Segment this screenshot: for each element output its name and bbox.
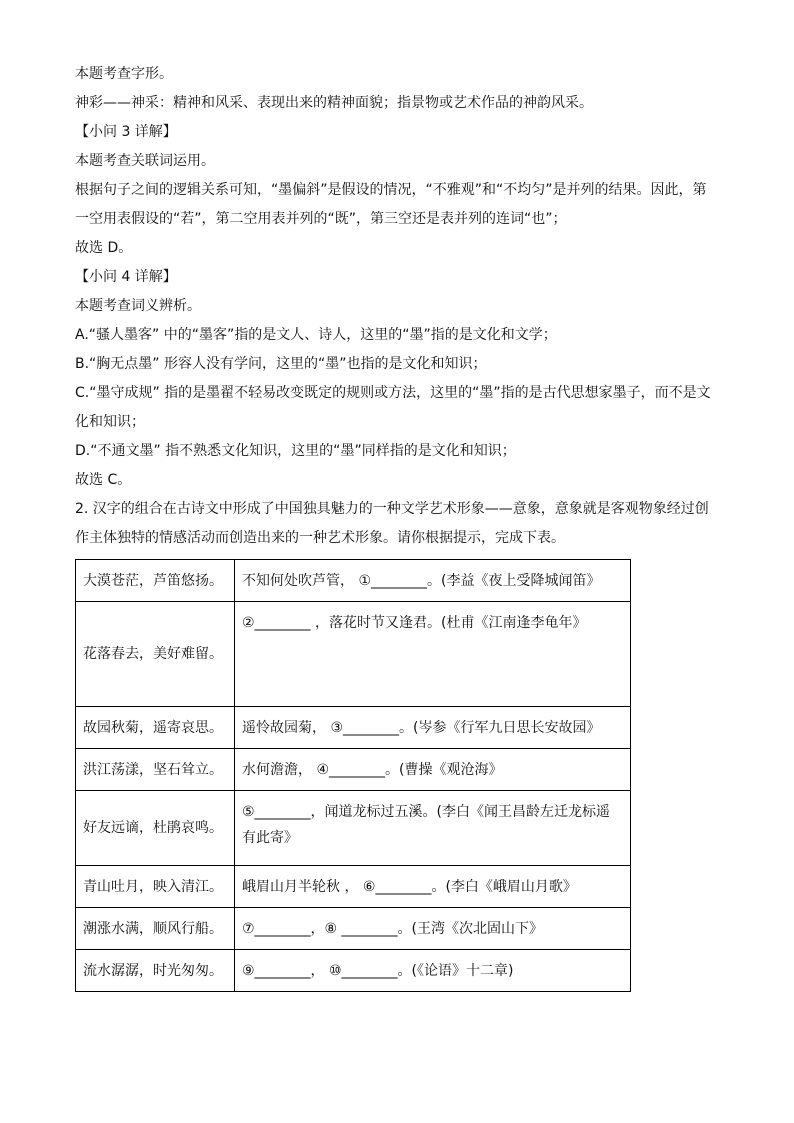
table-row: [76, 950, 631, 992]
answer-c: 故选 C。: [75, 472, 132, 488]
paragraph-logic-analysis: 根据句子之间的逻辑关系可知，“墨偏斜”是假设的情况，“不雅观”和“不均匀”是并列的结果。因此，第一空用表假设的“若”，第二空用表并列的“既”，第三空还是表并列的连词“也”；: [75, 182, 707, 227]
verse-cell: 水何澹澹， ④________。(曹操《观沧海》: [235, 749, 631, 791]
verse-cell: 峨眉山月半轮秋 ， ⑥________。(李白《峨眉山月歌》: [235, 866, 631, 908]
heading-question-4: 【小问 4 详解】: [75, 269, 177, 285]
table-row: [76, 707, 631, 749]
imagery-table: [75, 559, 631, 992]
paragraph-topic-meaning: 本题考查词义辨析。: [75, 298, 201, 314]
table-row: [76, 866, 631, 908]
verse-cell: ⑤________，闻道龙标过五溪。(李白《闻王昌龄左迁龙标遥有此寄》: [235, 791, 631, 866]
hint-cell: 故园秋菊，遥寄哀思。: [76, 707, 235, 749]
heading-question-3: 【小问 3 详解】: [75, 124, 177, 140]
hint-cell: 流水潺潺，时光匆匆。: [76, 950, 235, 992]
option-d: D.“不通文墨” 指不熟悉文化知识，这里的“墨”同样指的是文化和知识；: [75, 443, 516, 459]
table-row: [76, 560, 631, 602]
paragraph-topic-glyph: 本题考查字形。: [75, 66, 173, 82]
document-page: [75, 60, 715, 992]
option-c: C.“墨守成规” 指的是墨翟不轻易改变既定的规则或方法，这里的“墨”指的是古代思想家墨子，而不是文化和知识；: [75, 385, 711, 430]
verse-cell: 不知何处吹芦管， ①________。(李益《夜上受降城闻笛》: [235, 560, 631, 602]
table-row: [76, 749, 631, 791]
hint-cell: 大漠苍茫，芦笛悠扬。: [76, 560, 235, 602]
table-row: [76, 791, 631, 866]
hint-cell: 好友远谪，杜鹃哀鸣。: [76, 791, 235, 866]
hint-cell: 潮涨水满，顺风行船。: [76, 908, 235, 950]
table-row: [76, 602, 631, 707]
verse-cell: 遥怜故园菊， ③________。(岑参《行军九日思长安故园》: [235, 707, 631, 749]
hint-cell: 花落春去，美好难留。: [76, 602, 235, 707]
paragraph-shencai: 神彩——神采：精神和风采、表现出来的精神面貌；指景物或艺术作品的神韵风采。: [75, 95, 593, 111]
option-b: B.“胸无点墨” 形容人没有学问，这里的“墨”也指的是文化和知识；: [75, 356, 487, 372]
verse-cell: ⑦________，⑧ ________。(王湾《次北固山下》: [235, 908, 631, 950]
option-a: A.“骚人墨客” 中的“墨客”指的是文人、诗人，这里的“墨”指的是文化和文学；: [75, 327, 557, 343]
table-row: [76, 908, 631, 950]
hint-cell: 洪江荡漾，坚石耸立。: [76, 749, 235, 791]
verse-cell: ⑨________， ⑩________。(《论语》十二章): [235, 950, 631, 992]
hint-cell: 青山吐月，映入清江。: [76, 866, 235, 908]
verse-cell: ②________ ，落花时节又逢君。(杜甫《江南逢李龟年》: [235, 602, 631, 707]
answer-d: 故选 D。: [75, 240, 133, 256]
paragraph-topic-conjunction: 本题考查关联词运用。: [75, 153, 215, 169]
question-2-prompt: 2. 汉字的组合在古诗文中形成了中国独具魅力的一种文学艺术形象——意象，意象就是客观物象经过创作主体独特的情感活动而创造出来的一种艺术形象。请你根据提示，完成下表。: [75, 501, 709, 546]
